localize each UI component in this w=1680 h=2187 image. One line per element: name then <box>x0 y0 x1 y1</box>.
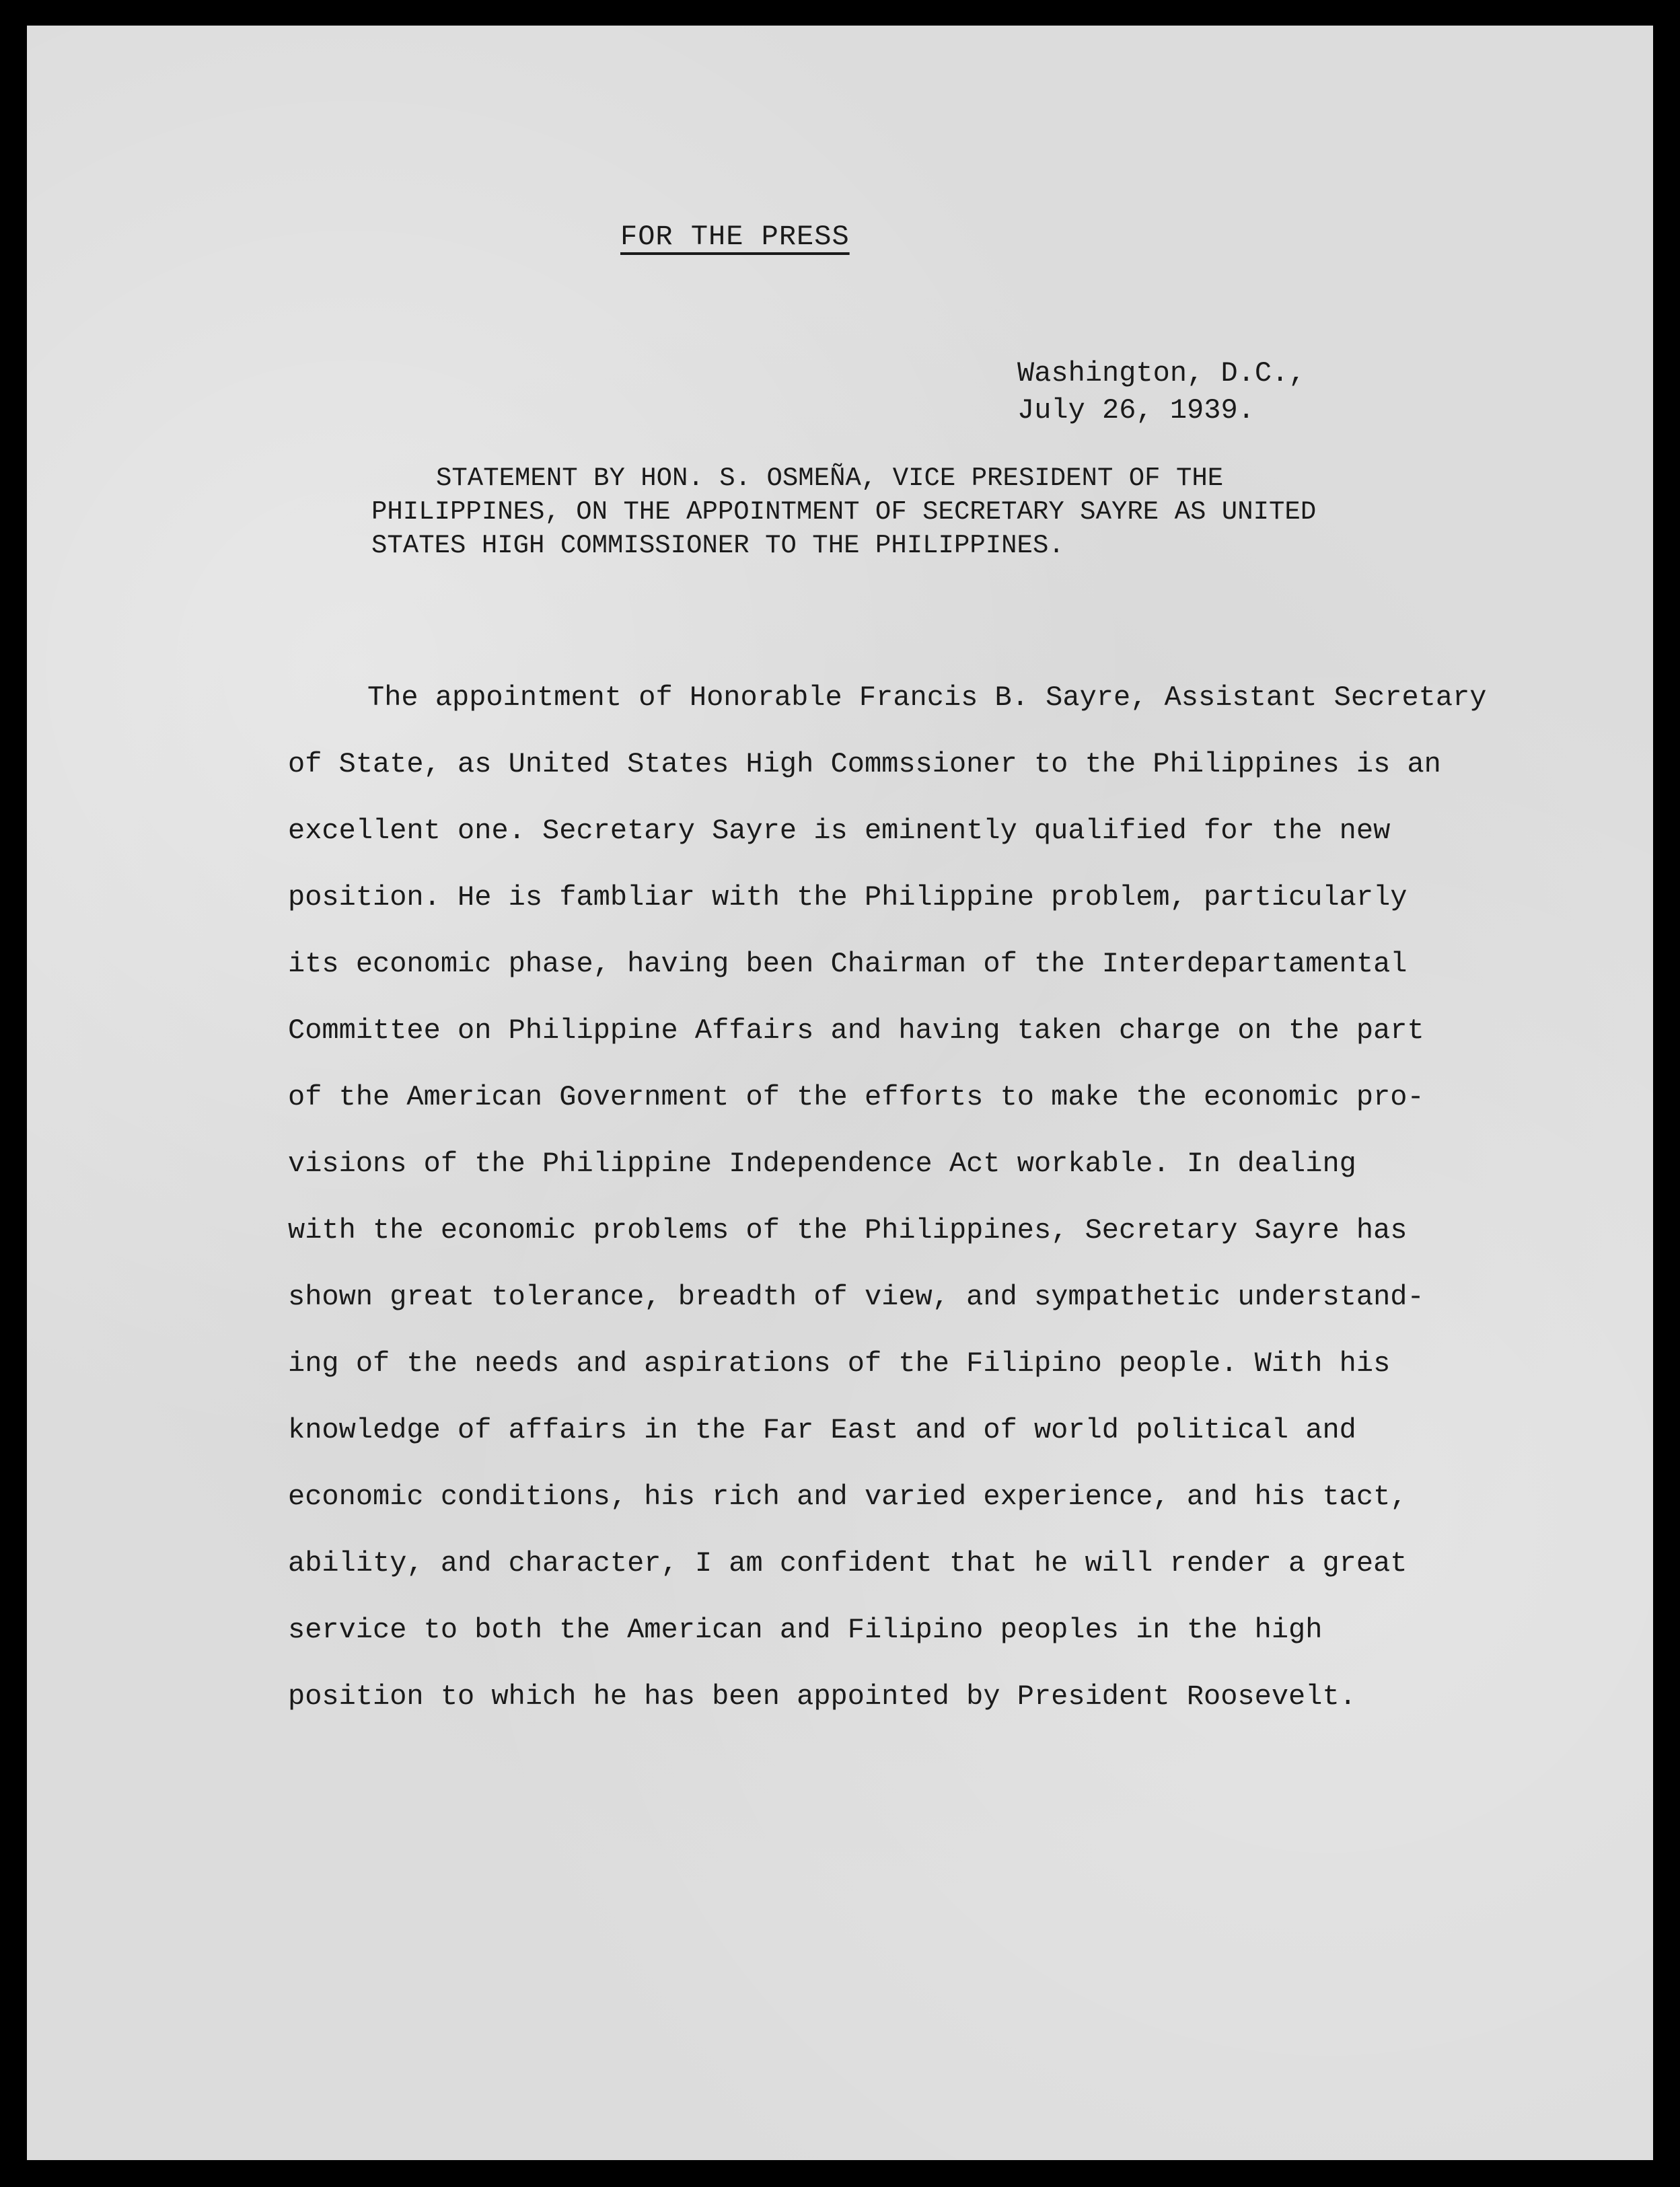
body-line: with the economic problems of the Philippines, Secretary Sayre has <box>288 1214 1408 1247</box>
statement-heading <box>371 461 1448 562</box>
body-line: its economic phase, having been Chairman of the Interdepartamental <box>288 948 1408 980</box>
body-line: ing of the needs and aspirations of the Filipino people. With his <box>288 1347 1391 1380</box>
body-line: position to which he has been appointed by President Roosevelt. <box>288 1680 1356 1713</box>
dateline-place: Washington, D.C., <box>1017 357 1306 390</box>
press-release-label: FOR THE PRESS <box>620 221 850 253</box>
body-line: service to both the American and Filipino peoples in the high <box>288 1614 1323 1646</box>
body-line: shown great tolerance, breadth of view, and sympathetic understand- <box>288 1281 1424 1313</box>
body-line: ability, and character, I am confident that he will render a great <box>288 1547 1408 1580</box>
dateline-date: July 26, 1939. <box>1017 394 1255 427</box>
dateline <box>1017 355 1305 429</box>
document-page <box>27 26 1653 2160</box>
body-line: of State, as United States High Commssioner to the Philippines is an <box>288 748 1441 780</box>
heading-line: STATEMENT BY HON. S. OSMEÑA, VICE PRESIDENT OF THE <box>436 464 1224 493</box>
body-line: excellent one. Secretary Sayre is eminently qualified for the new <box>288 815 1391 847</box>
heading-line: STATES HIGH COMMISSIONER TO THE PHILIPPINES. <box>371 531 1064 560</box>
body-line: economic conditions, his rich and varied experience, and his tact, <box>288 1481 1408 1513</box>
statement-body <box>288 665 1533 1730</box>
body-line: Committee on Philippine Affairs and having taken charge on the part <box>288 1014 1424 1047</box>
body-line: position. He is fambliar with the Philippine problem, particularly <box>288 881 1408 914</box>
body-line: visions of the Philippine Independence Act workable. In dealing <box>288 1148 1356 1180</box>
body-line: of the American Government of the efforts to make the economic pro- <box>288 1081 1424 1113</box>
heading-line: PHILIPPINES, ON THE APPOINTMENT OF SECRETARY SAYRE AS UNITED <box>371 497 1317 527</box>
body-line: knowledge of affairs in the Far East and of world political and <box>288 1414 1356 1446</box>
body-line: The appointment of Honorable Francis B. Sayre, Assistant Secretary <box>367 681 1487 714</box>
